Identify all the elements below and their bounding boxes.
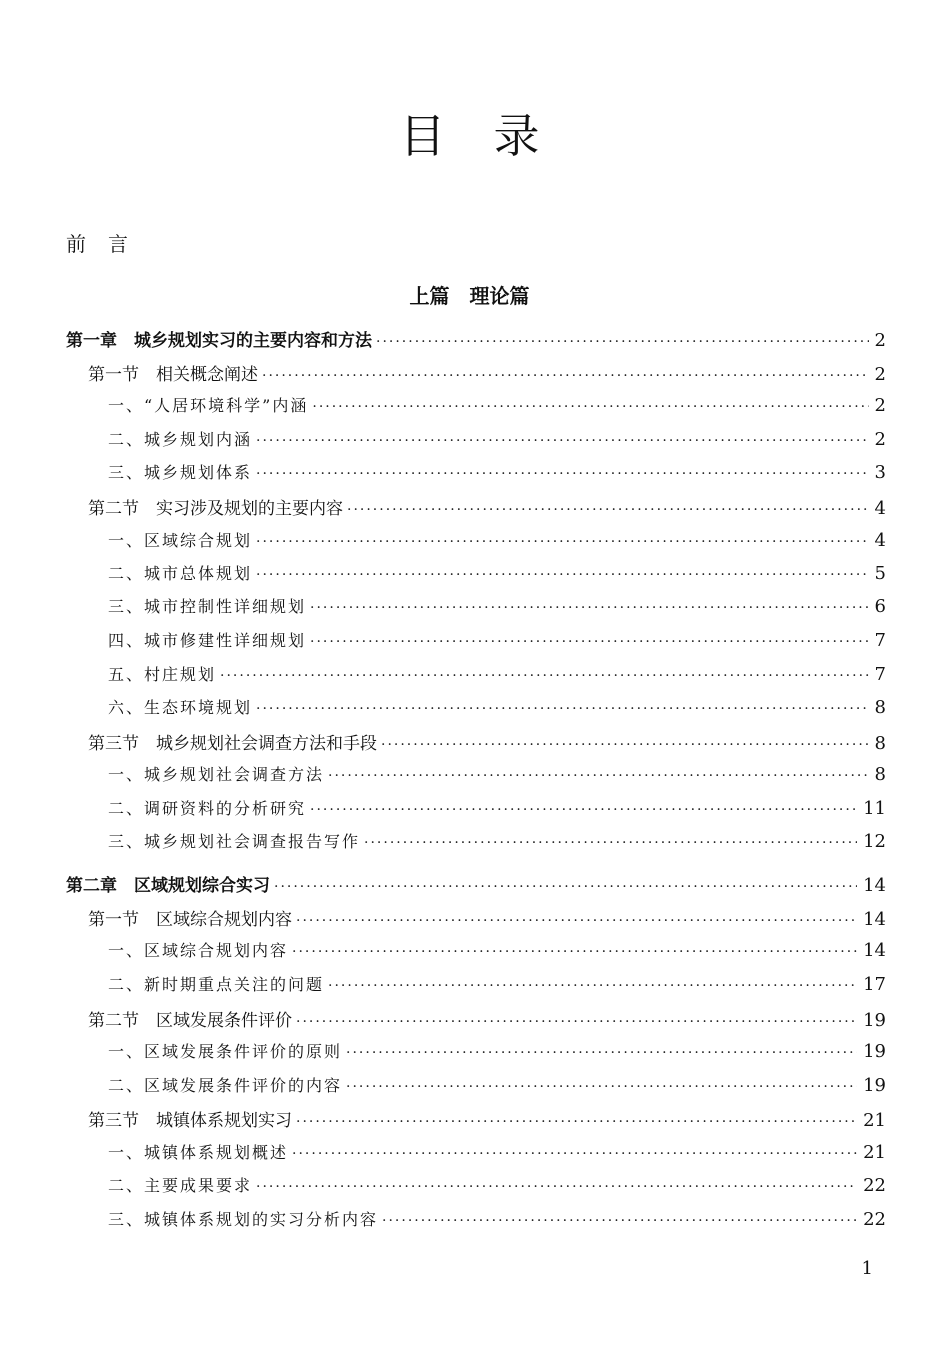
toc-section-row: [88, 360, 886, 388]
toc-entry-label: 第二节 区域发展条件评价: [88, 1011, 292, 1031]
toc-entry-page: 21: [863, 1110, 886, 1131]
toc-item-row: [108, 1140, 886, 1168]
toc-entry-page: 19: [863, 1075, 886, 1096]
toc-entry-page: 19: [863, 1010, 886, 1031]
toc-entry-label: 三、城镇体系规划的实习分析内容: [108, 1210, 379, 1229]
toc-entry-page: 17: [863, 974, 886, 995]
toc-item-row: [108, 695, 886, 723]
toc-entry-label: 一、区域综合规划内容: [108, 941, 289, 960]
dot-leader: [328, 768, 869, 784]
toc-entry-page: 2: [874, 364, 886, 385]
toc-item-row: [108, 662, 886, 690]
toc-item-row: [108, 1073, 886, 1101]
toc-entry-label: 一、“人居环境科学”内涵: [108, 396, 309, 415]
toc-entry-page: 3: [874, 462, 886, 483]
toc-item-row: [108, 1207, 886, 1235]
toc-item-row: [108, 796, 886, 824]
toc-entry-label: 二、区域发展条件评价的内容: [108, 1076, 343, 1095]
dot-leader: [376, 334, 869, 350]
toc-entry-page: 22: [863, 1209, 886, 1230]
toc-entry-page: 2: [874, 330, 886, 351]
dot-leader: [347, 502, 869, 518]
dot-leader: [312, 399, 868, 415]
toc-entry-label: 三、城乡规划体系: [108, 463, 253, 482]
dot-leader: [274, 879, 857, 895]
toc-item-row: [108, 393, 886, 421]
dot-leader: [220, 668, 869, 684]
toc-entry-label: 二、主要成果要求: [108, 1176, 253, 1195]
dot-leader: [256, 534, 869, 550]
toc-section-row: [88, 1106, 886, 1134]
toc-entry-label: 第三节 城镇体系规划实习: [88, 1111, 292, 1131]
dot-leader: [310, 634, 869, 650]
part-title: 上篇 理论篇: [409, 284, 530, 308]
toc-chapter-row: [66, 326, 886, 354]
toc-entry-label: 三、城市控制性详细规划: [108, 597, 307, 616]
toc-item-row: [108, 628, 886, 656]
dot-leader: [292, 944, 857, 960]
toc-entry-label: 二、城市总体规划: [108, 564, 253, 583]
toc-item-row: [108, 829, 886, 857]
dot-leader: [256, 1179, 857, 1195]
toc-entry-page: 2: [874, 395, 886, 416]
dot-leader: [292, 1146, 857, 1162]
toc-item-row: [108, 427, 886, 455]
toc-entry-label: 三、城乡规划社会调查报告写作: [108, 832, 361, 851]
toc-item-row: [108, 460, 886, 488]
toc-entry-page: 8: [874, 733, 886, 754]
toc-entry-label: 第二章 区域规划综合实习: [66, 876, 270, 896]
dot-leader: [382, 1213, 857, 1229]
toc-entry-label: 第一节 区域综合规划内容: [88, 910, 292, 930]
toc-entry-page: 11: [863, 798, 886, 819]
dot-leader: [262, 368, 869, 384]
toc-entry-label: 四、城市修建性详细规划: [108, 631, 307, 650]
toc-entry-label: 第一章 城乡规划实习的主要内容和方法: [66, 331, 372, 351]
dot-leader: [296, 1014, 857, 1030]
toc-entry-page: 2: [874, 429, 886, 450]
toc-entry-page: 8: [874, 764, 886, 785]
page-number: 1: [861, 1258, 873, 1279]
dot-leader: [256, 466, 869, 482]
dot-leader: [381, 737, 869, 753]
toc-section-row: [88, 494, 886, 522]
toc-entry-page: 6: [874, 596, 886, 617]
toc-item-row: [108, 1039, 886, 1067]
dot-leader: [328, 978, 857, 994]
toc-entry-page: 22: [863, 1175, 886, 1196]
toc-item-row: [108, 938, 886, 966]
toc-chapter-row: [66, 871, 886, 899]
preface-entry: 前言: [66, 232, 150, 256]
dot-leader: [346, 1079, 857, 1095]
toc-entry-label: 五、村庄规划: [108, 665, 217, 684]
dot-leader: [310, 802, 857, 818]
dot-leader: [256, 701, 869, 717]
toc-entry-label: 二、调研资料的分析研究: [108, 799, 307, 818]
toc-item-row: [108, 1173, 886, 1201]
toc-entry-page: 14: [863, 875, 886, 896]
dot-leader: [296, 1114, 857, 1130]
toc-section-row: [88, 1006, 886, 1034]
toc-entry-page: 4: [874, 530, 886, 551]
toc-entry-label: 一、区域综合规划: [108, 531, 253, 550]
toc-entry-page: 7: [874, 664, 886, 685]
toc-section-row: [88, 905, 886, 933]
dot-leader: [296, 913, 857, 929]
dot-leader: [310, 600, 869, 616]
page-title: 目录: [399, 109, 588, 163]
toc-entry-label: 第三节 城乡规划社会调查方法和手段: [88, 734, 377, 754]
toc-item-row: [108, 528, 886, 556]
toc-item-row: [108, 972, 886, 1000]
toc-entry-page: 21: [863, 1142, 886, 1163]
toc-entry-page: 7: [874, 630, 886, 651]
dot-leader: [346, 1045, 857, 1061]
toc-entry-label: 第二节 实习涉及规划的主要内容: [88, 499, 343, 519]
toc-entry-label: 一、城镇体系规划概述: [108, 1143, 289, 1162]
dot-leader: [364, 835, 857, 851]
toc-entry-page: 12: [863, 831, 886, 852]
toc-entry-page: 5: [874, 563, 886, 584]
toc-entry-label: 二、新时期重点关注的问题: [108, 975, 325, 994]
toc-entry-page: 8: [874, 697, 886, 718]
toc-section-row: [88, 729, 886, 757]
toc-item-row: [108, 594, 886, 622]
toc-entry-page: 14: [863, 940, 886, 961]
toc-entry-page: 19: [863, 1041, 886, 1062]
toc-entry-page: 4: [874, 498, 886, 519]
toc-entry-label: 一、城乡规划社会调查方法: [108, 765, 325, 784]
toc-entry-label: 二、城乡规划内涵: [108, 430, 253, 449]
toc-entry-page: 14: [863, 909, 886, 930]
toc-item-row: [108, 561, 886, 589]
toc-entry-label: 第一节 相关概念阐述: [88, 365, 258, 385]
dot-leader: [256, 567, 869, 583]
dot-leader: [256, 433, 869, 449]
toc-item-row: [108, 762, 886, 790]
toc-entry-label: 一、区域发展条件评价的原则: [108, 1042, 343, 1061]
toc-entry-label: 六、生态环境规划: [108, 698, 253, 717]
